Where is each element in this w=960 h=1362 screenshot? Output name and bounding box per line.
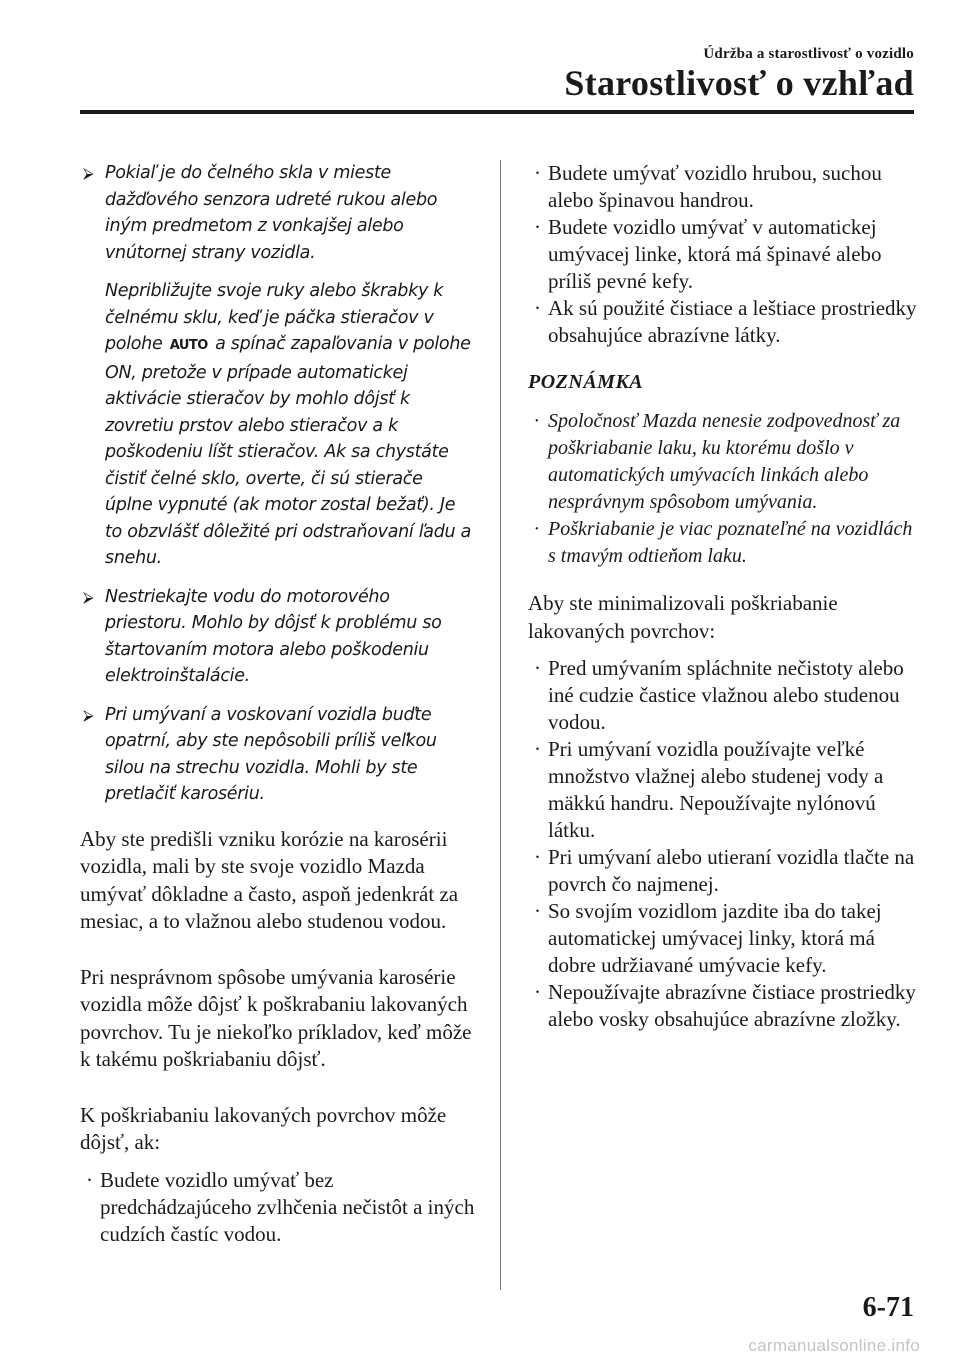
warning-body	[80, 278, 475, 572]
right-column	[528, 160, 918, 1033]
bullet-icon: ·	[534, 215, 541, 239]
arrow-icon: ⮚	[83, 164, 94, 182]
warning-item	[80, 160, 475, 266]
bullet-icon: ·	[534, 737, 541, 761]
note-item	[528, 516, 918, 570]
paragraph-scratch-causes: K poškriabaniu lakovaných povrchov môže dôjsť, ak:	[80, 1102, 447, 1154]
section-title: Údržba a starostlivosť o vozidlo	[703, 46, 914, 62]
scratch-causes-list-cont	[528, 160, 918, 349]
header-rule	[80, 110, 914, 114]
warning-text: Nestriekajte vodu do motorového priestoru. Mohlo by dôjsť k problému so štartovaním motora alebo poškodeniu elektroinštalácie.	[105, 586, 442, 686]
warning-body-after: a spínač zapaľovania v polohe ON, pretože v prípade automatickej aktivácie stieračov by mohlo dôjsť k zovretiu prstov alebo stieračov a k poškodeniu líšt stieračov. Ak sa chystáte čistiť čelné sklo, overte, či sú stierače úplne vypnuté (ak motor zostal bežať). Je to obzvlášť dôležité pri odstraňovaní ľadu a snehu.	[105, 334, 472, 568]
bullet-icon: ·	[534, 656, 541, 680]
list-item-text: So svojím vozidlom jazdite iba do takej automatickej umývacej linky, ktorá má dobre udržiavané umývacie kefy.	[548, 899, 882, 977]
warning-text: Pri umývaní a voskovaní vozidla buďte opatrní, aby ste nepôsobili príliš veľkou silou na strechu vozidla. Mohli by ste pretlačiť karosériu.	[105, 704, 437, 804]
bullet-icon: ·	[534, 161, 541, 185]
page-title: Starostlivosť o vzhľad	[564, 63, 914, 103]
list-item	[528, 295, 918, 349]
note-item	[528, 408, 918, 516]
tips-list	[528, 655, 918, 1033]
list-item	[528, 160, 918, 214]
paragraph-minimize: Aby ste minimalizovali poškriabanie lakovaných povrchov:	[528, 591, 838, 643]
list-item-text: Ak sú použité čistiace a leštiace prostriedky obsahujúce abrazívne látky.	[548, 296, 917, 347]
arrow-icon: ⮚	[83, 587, 94, 606]
left-column	[80, 160, 475, 1248]
bullet-icon: ·	[86, 1167, 93, 1192]
arrow-icon: ⮚	[83, 705, 94, 724]
list-item	[528, 898, 918, 979]
list-item-text: Pred umývaním spláchnite nečistoty alebo iné cudzie častice vlažnou alebo studenou vodou.	[548, 656, 904, 734]
bullet-icon: ·	[534, 980, 541, 1004]
list-item	[528, 736, 918, 844]
warning-item	[80, 702, 475, 808]
warning-text: Pokiaľ je do čelného skla v mieste dažďového senzora udreté rukou alebo iným predmetom z vonkajšej alebo vnútornej strany vozidla.	[105, 163, 438, 263]
bullet-icon: ·	[534, 899, 541, 923]
note-list	[528, 408, 918, 570]
list-item	[528, 979, 918, 1033]
column-divider	[500, 160, 501, 1290]
warning-body-before: Nepribližujte svoje ruky alebo škrabky k čelnému sklu, keď je páčka stieračov v polohe	[105, 281, 444, 354]
bullet-icon: ·	[534, 845, 541, 869]
list-item-text: Pri umývaní alebo utieraní vozidla tlačte na povrch čo najmenej.	[548, 845, 915, 896]
list-item	[80, 1167, 475, 1248]
auto-label: AUTO	[169, 338, 208, 353]
bullet-icon: ·	[534, 410, 539, 432]
list-item-text: Budete umývať vozidlo hrubou, suchou alebo špinavou handrou.	[548, 161, 882, 212]
note-text: Poškriabanie je viac poznateľné na vozidlách s tmavým odtieňom laku.	[548, 518, 913, 567]
list-item	[528, 844, 918, 898]
list-item	[528, 655, 918, 736]
page-number: 6-71	[862, 1292, 914, 1323]
list-item	[528, 214, 918, 295]
warning-block	[80, 160, 475, 808]
watermark: carmanualsonline.info	[748, 1336, 920, 1355]
list-item-text: Budete vozidlo umývať bez predchádzajúceho zvlhčenia nečistôt a iných cudzích častíc vodou.	[100, 1167, 475, 1246]
warning-item	[80, 584, 475, 690]
paragraph-corrosion: Aby ste predišli vzniku korózie na karosérii vozidla, mali by ste svoje vozidlo Mazda umývať dôkladne a často, aspoň jedenkrát za mesiac, a to vlažnou alebo studenou vodou.	[80, 826, 459, 933]
list-item-text: Budete vozidlo umývať v automatickej umývacej linke, ktorá má špinavé alebo príliš pevné kefy.	[548, 215, 882, 293]
scratch-causes-list	[80, 1167, 475, 1248]
list-item-text: Nepoužívajte abrazívne čistiace prostriedky alebo vosky obsahujúce abrazívne zložky.	[548, 980, 916, 1031]
paragraph-scratching: Pri nesprávnom spôsobe umývania karosérie vozidla môže dôjsť k poškrabaniu lakovaných povrchov. Tu je niekoľko príkladov, keď môže k takému poškriabaniu dôjsť.	[80, 964, 472, 1071]
list-item-text: Pri umývaní vozidla používajte veľké množstvo vlažnej alebo studenej vody a mäkkú handru. Nepoužívajte nylónovú látku.	[548, 737, 884, 842]
note-title: POZNÁMKA	[528, 371, 644, 393]
bullet-icon: ·	[534, 518, 539, 540]
bullet-icon: ·	[534, 296, 541, 320]
note-text: Spoločnosť Mazda nenesie zodpovednosť za poškriabanie laku, ku ktorému došlo v automatických umývacích linkách alebo nesprávnym spôsobom umývania.	[548, 410, 901, 513]
